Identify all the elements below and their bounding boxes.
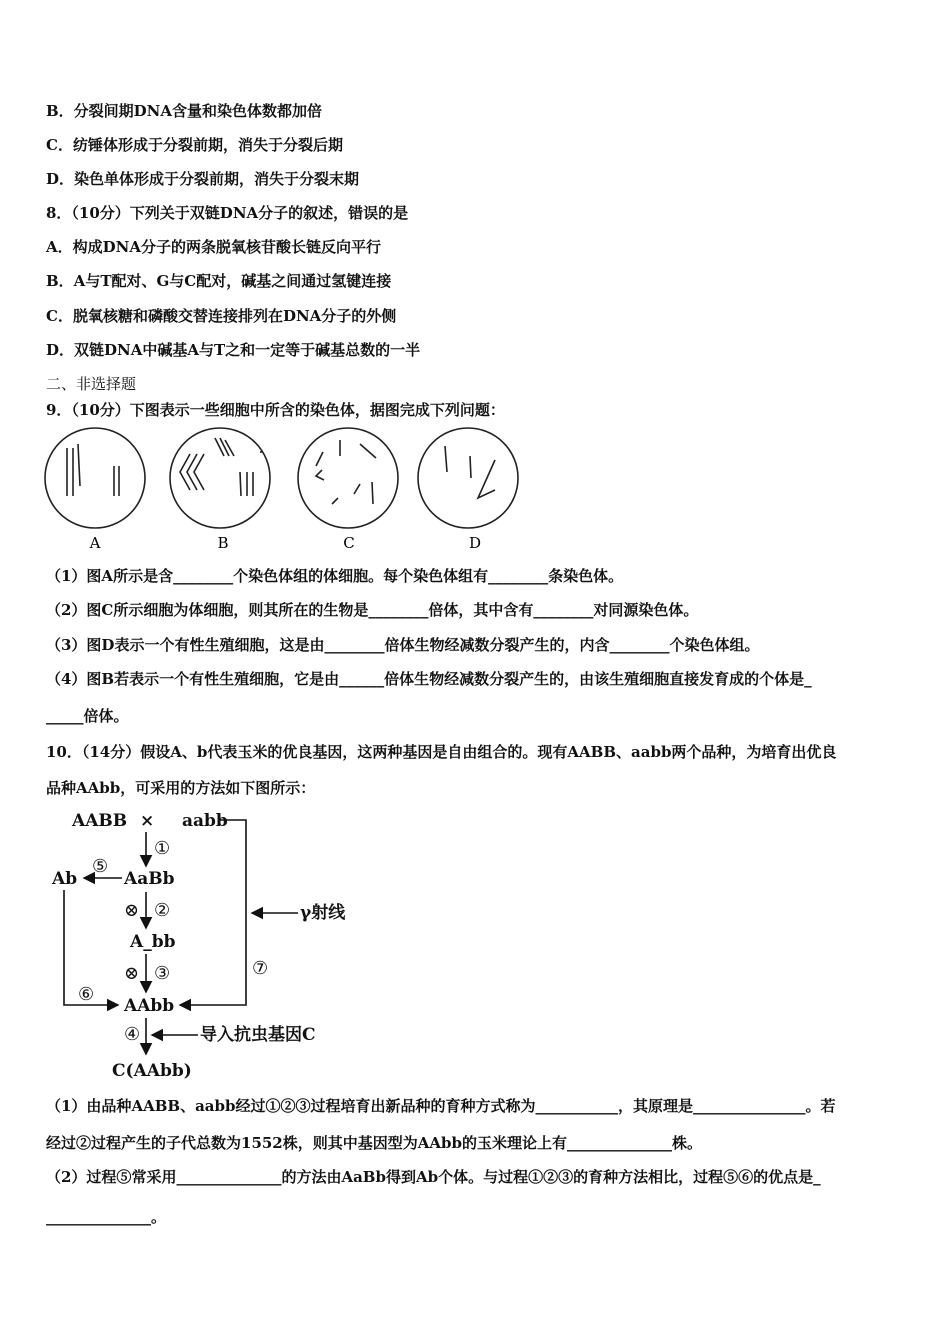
q9-sub2: （2）图C所示细胞为体细胞，则其所在的生物是________倍体，其中含有________对同源染色体。: [46, 601, 699, 619]
q9-sub3: （3）图D表示一个有性生殖细胞，这是由________倍体生物经减数分裂产生的，内含________个染色体组。: [46, 636, 760, 654]
cell-c-label: C: [343, 534, 355, 552]
breeding-diagram: [40, 800, 380, 1086]
q10-sub1a: （1）由品种AABB、aabb经过①②③过程培育出新品种的育种方式称为___________，其原理是_______________。若: [46, 1097, 836, 1115]
q8-option-d: D．双链DNA中碱基A与T之和一定等于碱基总数的一半: [46, 341, 421, 359]
step-3: ③: [154, 963, 171, 984]
step-2: ②: [154, 900, 171, 921]
q7-option-c: C．纺锤体形成于分裂前期，消失于分裂后期: [46, 136, 343, 154]
q8-option-c: C．脱氧核糖和磷酸交替连接排列在DNA分子的外侧: [46, 307, 397, 325]
cell-b-label: B: [217, 534, 229, 552]
q10-sub1b: 经过②过程产生的子代总数为1552株，则其中基因型为AAbb的玉米理论上有______________株。: [46, 1134, 703, 1152]
selfing-1: ⊗: [124, 900, 140, 921]
step-5: ⑤: [92, 856, 109, 877]
cell-b-outline: [170, 428, 270, 528]
q10-stem-a: 10．（14分）假设A、b代表玉米的优良基因，这两种基因是自由组合的。现有AABB、aabb两个品种，为培育出优良: [46, 743, 837, 761]
cell-b-chromosomes: [180, 438, 262, 496]
haploid-ab: Ab: [52, 869, 78, 889]
step-6: ⑥: [78, 984, 95, 1005]
cell-a-chromosomes: [67, 444, 119, 496]
cell-c-outline: [298, 428, 398, 528]
cell-a-outline: [45, 428, 145, 528]
q10-stem-b: 品种AAbb，可采用的方法如下图所示：: [46, 779, 316, 797]
parent-aabb: AABB: [72, 811, 128, 831]
gamma-ray-label: γ射线: [300, 903, 346, 923]
q9-stem: 9．（10分）下图表示一些细胞中所含的染色体，据图完成下列问题：: [46, 401, 505, 419]
cell-d-outline: [418, 428, 518, 528]
cell-d-chromosomes: [445, 446, 495, 498]
final-c-aabb: C(AAbb): [112, 1061, 192, 1081]
cell-d-label: D: [468, 534, 482, 552]
q9-sub4a: （4）图B若表示一个有性生殖细胞，它是由______倍体生物经减数分裂产生的，由该生殖细胞直接发育成的个体是_: [46, 670, 812, 688]
q9-sub1: （1）图A所示是含________个染色体组的体细胞。每个染色体组有________条染色体。: [46, 567, 624, 585]
section-title: 二、非选择题: [46, 375, 137, 393]
step-7: ⑦: [252, 958, 269, 979]
f1-aabb: AaBb: [124, 869, 175, 889]
cross-symbol: ×: [140, 811, 155, 831]
step-1: ①: [154, 838, 171, 859]
f2-a-bb: A_bb: [130, 932, 176, 952]
insert-gene-label: 导入抗虫基因C: [200, 1025, 316, 1045]
parent-aabb-recessive: aabb: [182, 811, 228, 831]
q10-sub2b: ______________。: [46, 1208, 167, 1226]
q7-option-d: D．染色单体形成于分裂前期，消失于分裂末期: [46, 170, 360, 188]
cell-c-chromosomes: [316, 440, 376, 504]
selfing-2: ⊗: [124, 963, 140, 984]
q10-sub2a: （2）过程⑤常采用______________的方法由AaBb得到Ab个体。与过程①②③的育种方法相比，过程⑤⑥的优点是_: [46, 1168, 821, 1186]
target-aabb: AAbb: [124, 996, 175, 1016]
q8-option-a: A．构成DNA分子的两条脱氧核苷酸长链反向平行: [46, 238, 381, 256]
q8-option-b: B．A与T配对、G与C配对，碱基之间通过氢键连接: [46, 272, 392, 290]
cell-a-label: A: [89, 534, 101, 552]
q9-sub4b: _____倍体。: [46, 707, 129, 725]
chromosome-figure: [40, 424, 530, 556]
q8-stem: 8．（10分）下列关于双链DNA分子的叙述，错误的是: [46, 204, 409, 222]
step-4: ④: [124, 1024, 141, 1045]
q7-option-b: B．分裂间期DNA含量和染色体数都加倍: [46, 102, 323, 120]
